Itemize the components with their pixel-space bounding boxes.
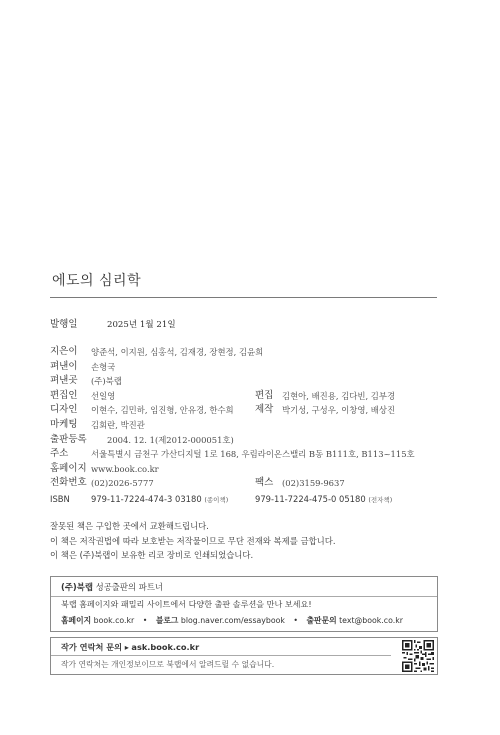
credit-row-homepage (50, 462, 450, 477)
credit-value: www.book.co.kr (91, 463, 159, 474)
isbn-ebook (255, 494, 392, 504)
credit-row-phone (50, 476, 450, 491)
credit-label: 지은이 (50, 346, 78, 357)
credit-label: 편집인 (50, 389, 78, 401)
notice-line: 이 책은 저작권법에 따라 보호받는 저작물이므로 무단 전재와 복제를 금합니다. (50, 535, 336, 546)
isbn-row (50, 494, 450, 508)
author-contact-heading (61, 642, 199, 653)
credit-value: 김회란, 박진관 (91, 419, 145, 430)
title-divider (50, 297, 437, 298)
credit-value: (02)2026-5777 (91, 478, 154, 489)
qr-code-icon[interactable] (402, 640, 434, 672)
credit-label-secondary: 제작 (255, 404, 274, 416)
author-contact-divider (51, 655, 391, 656)
credit-row-marketing (50, 418, 450, 433)
credit-value-secondary: (02)3159-9637 (282, 478, 345, 489)
inquiry-email[interactable]: text@book.co.kr (339, 616, 403, 625)
notice-line: 잘못된 책은 구입한 곳에서 교환해드립니다. (50, 521, 209, 531)
isbn-ebook-kind: (전자책) (368, 496, 393, 504)
isbn-print (91, 494, 228, 504)
credit-row-design (50, 403, 450, 418)
credit-label: 전화번호 (50, 477, 87, 489)
credit-label: 출판등록 (50, 433, 87, 445)
pub-date-value: 2025년 1월 21일 (107, 320, 176, 330)
isbn-label: ISBN (50, 494, 70, 504)
credit-label-secondary: 팩스 (255, 477, 274, 489)
credit-row-editor (50, 389, 450, 404)
credit-value: 서울특별시 금천구 가산디지털 1로 168, 우림라이온스밸리 B동 B111호, B113~115호 (91, 449, 415, 460)
isbn-print-number: 979-11-7224-474-3 03180 (91, 494, 202, 504)
notice-line: 이 책은 (주)북랩이 보유한 리코 장비로 인쇄되었습니다. (50, 550, 254, 561)
credit-value-secondary: 김현아, 배진용, 김다빈, 김부경 (282, 390, 396, 401)
partner-box-heading (61, 581, 163, 593)
credit-row-press (50, 374, 450, 389)
credit-label-secondary: 편집 (255, 389, 274, 401)
partner-tagline: 성공출판의 파트너 (95, 582, 163, 592)
publication-date (50, 316, 176, 330)
author-contact-note: 작가 연락처는 개인정보이므로 북랩에서 알려드릴 수 없습니다. (61, 660, 275, 669)
credit-value: 선일영 (91, 390, 116, 401)
credits-block (50, 345, 450, 491)
partner-box (50, 576, 438, 632)
homepage-link[interactable]: book.co.kr (93, 616, 135, 625)
credit-row-registration (50, 433, 450, 448)
partner-brand: (주)북랩 (61, 582, 93, 592)
credit-row-publisher (50, 360, 450, 375)
credit-label: 홈페이지 (50, 462, 87, 474)
credit-label: 디자인 (50, 404, 78, 416)
book-title: 에도의 심리학 (52, 273, 142, 289)
credit-value: 2004. 12. 1(제2012-000051호) (107, 434, 234, 445)
separator-dot: • (142, 616, 148, 625)
blog-link[interactable]: blog.naver.com/essaybook (180, 616, 285, 625)
partner-description: 북랩 홈페이지와 패밀리 사이트에서 다양한 출판 솔루션을 만나 보세요! (61, 599, 312, 609)
isbn-ebook-number: 979-11-7224-475-0 05180 (255, 494, 366, 504)
credit-label: 펴낸곳 (50, 375, 78, 387)
credit-value: 이현수, 김민하, 임진형, 안유경, 한수희 (91, 405, 234, 416)
credit-value: (주)북랩 (91, 376, 122, 387)
inquiry-label: 출판문의 (306, 616, 337, 625)
credit-value: 손형국 (91, 361, 116, 372)
credit-row-author (50, 345, 450, 360)
partner-contacts (61, 615, 403, 626)
author-contact-label: 작가 연락처 문의 (61, 642, 123, 652)
isbn-print-kind: (종이책) (204, 496, 229, 504)
credit-value: 양준석, 이지원, 심홍석, 김재경, 장현정, 김윤희 (91, 347, 264, 357)
pub-date-label: 발행일 (50, 319, 78, 330)
blog-label: 블로그 (155, 616, 179, 625)
author-contact-box (50, 637, 438, 675)
homepage-label: 홈페이지 (61, 616, 92, 625)
credit-label: 펴낸이 (50, 360, 78, 372)
credit-label: 마케팅 (50, 418, 78, 430)
separator-dot: • (293, 616, 299, 625)
partner-box-divider (51, 596, 437, 597)
credit-label: 주소 (50, 448, 69, 460)
notices (50, 519, 336, 563)
credit-row-address (50, 447, 450, 462)
credit-value-secondary: 박기성, 구성우, 이창영, 배상진 (282, 405, 396, 416)
author-contact-link[interactable]: ask.book.co.kr (131, 642, 200, 652)
arrow-icon: ▸ (124, 642, 129, 652)
